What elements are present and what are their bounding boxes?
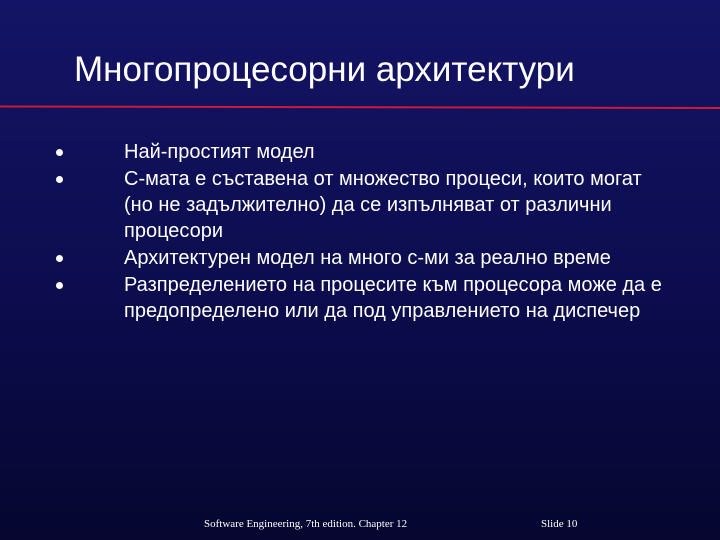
slide-title: Многопроцесорни архитектури: [74, 50, 575, 89]
title-rule-line: [0, 106, 720, 110]
bullet-dot-icon: [56, 282, 63, 289]
bullet-item: [56, 245, 676, 271]
bullet-list: [56, 139, 676, 325]
bullet-dot-icon: [56, 149, 63, 156]
bullet-text: Архитектурен модел на много с-ми за реално време: [124, 247, 611, 269]
bullet-text: Най-простият модел: [124, 141, 315, 163]
footer-book-title: Software Engineering, 7th edition. Chapter 12: [204, 518, 408, 530]
title-rule: [0, 104, 720, 110]
bullet-text: С-мата е съставена от множество процеси, които могат (но не задължително) да се изпълняват от различни процесори: [124, 168, 642, 242]
bullet-dot-icon: [56, 176, 63, 183]
footer-slide-number: Slide 10: [541, 518, 578, 530]
bullet-item: [56, 166, 676, 244]
bullet-dot-icon: [56, 255, 63, 262]
bullet-item: [56, 272, 676, 324]
bullet-text: Разпределението на процесите към процесора може да е предопределено или да под управлението на диспечер: [124, 274, 662, 322]
bullet-item: [56, 139, 676, 165]
